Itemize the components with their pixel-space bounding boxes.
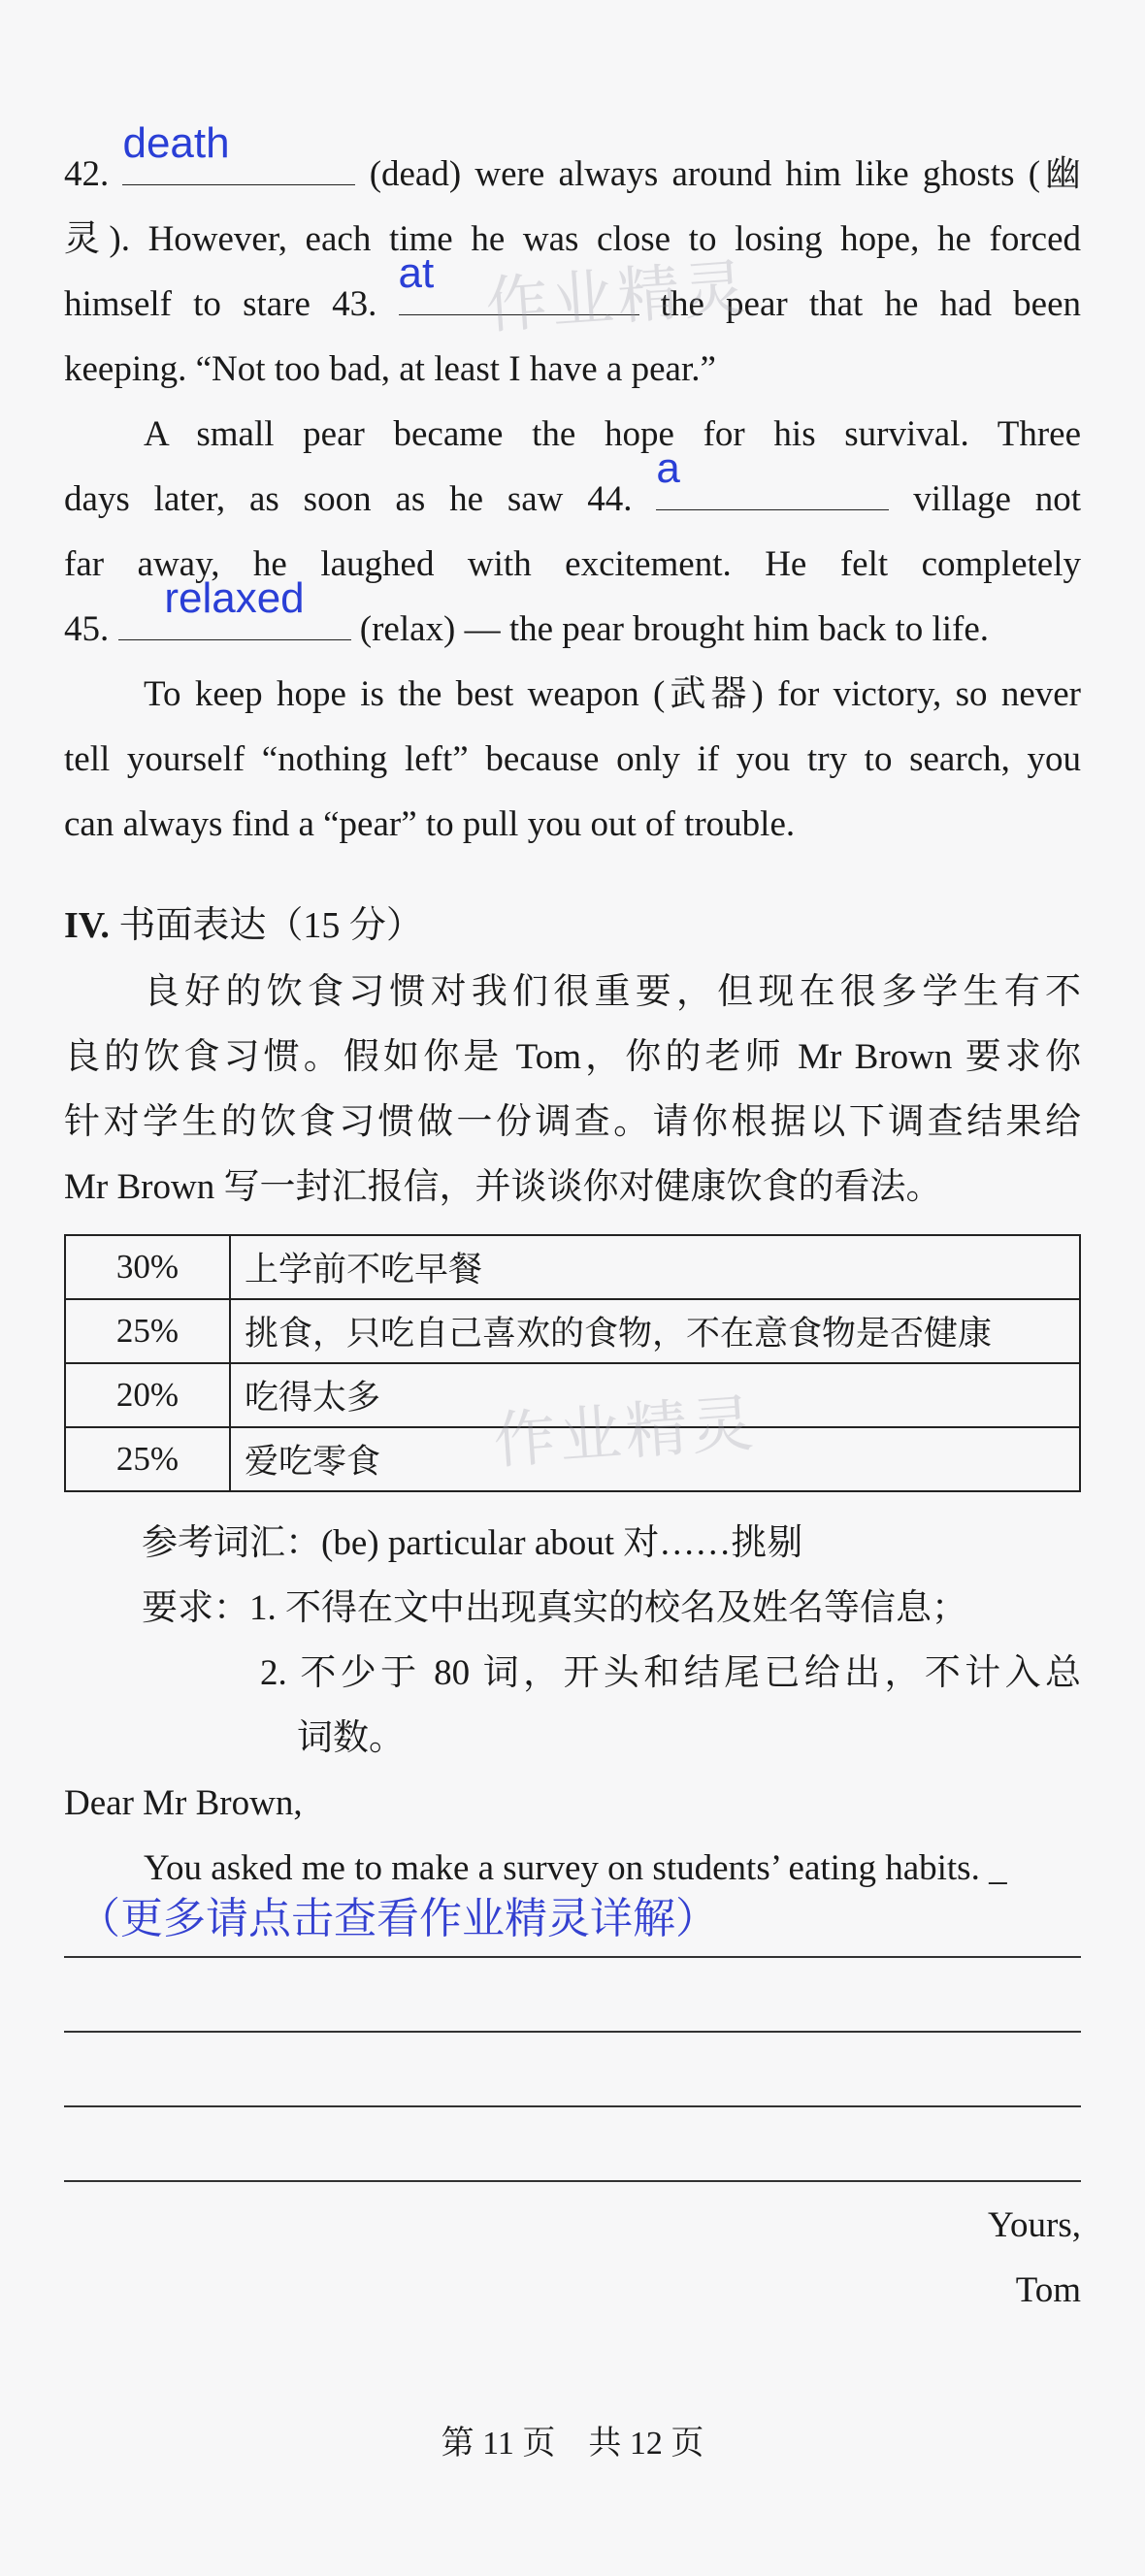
table-row: [65, 1235, 1080, 1299]
writing-line: [64, 2180, 1081, 2182]
table-row: [65, 1299, 1080, 1363]
handwritten-answer-42: death: [122, 119, 230, 167]
survey-habit: 挑食，只吃自己喜欢的食物，不在意食物是否健康: [230, 1299, 1080, 1363]
writing-line: [64, 2105, 1081, 2107]
survey-percent: 25%: [65, 1299, 230, 1363]
watermark-logo: 作业精灵: [491, 1387, 760, 1479]
letter-greeting: Dear Mr Brown,: [64, 1783, 303, 1823]
survey-habit: 爱吃零食: [230, 1427, 1080, 1491]
passage-line-10: tell yourself “nothing left” because only if you try to search, you: [64, 739, 1081, 779]
passage-line-1: 42. death (dead) were always around him like ghosts (幽: [64, 142, 1081, 207]
passage-line-2: 灵). However, each time he was close to losing hope, he forced: [64, 219, 1081, 259]
answer-blank-45: [118, 574, 351, 640]
section-title: 书面表达（15 分）: [109, 905, 423, 946]
handwritten-answer-45: relaxed: [164, 574, 305, 622]
answer-blank-44: [656, 444, 889, 510]
prompt-line-2: 良的饮食习惯。假如你是 Tom，你的老师 Mr Brown 要求你: [64, 1037, 1081, 1077]
passage-line-3: himself to stare 43. at the pear that he had been: [64, 272, 1081, 337]
survey-percent: 20%: [65, 1363, 230, 1427]
letter-signature: Tom: [1015, 2270, 1081, 2310]
passage-line-7: far away, he laughed with excitement. He felt completely: [64, 544, 1081, 584]
passage-line-9: To keep hope is the best weapon (武器) for victory, so never: [144, 674, 1081, 714]
survey-percent: 25%: [65, 1427, 230, 1491]
passage-line-6: days later, as soon as he saw 44. a village not: [64, 467, 1081, 532]
writing-line: [64, 1956, 1081, 1958]
more-details-link[interactable]: （更多请点击查看作业精灵详解）: [78, 1894, 718, 1943]
prompt-line-1: 良好的饮食习惯对我们很重要，但现在很多学生有不: [144, 972, 1081, 1012]
survey-percent: 30%: [65, 1235, 230, 1299]
prompt-line-3: 针对学生的饮食习惯做一份调查。请你根据以下调查结果给: [64, 1102, 1081, 1142]
letter-closing: Yours,: [988, 2205, 1081, 2245]
writing-line: [64, 2031, 1081, 2033]
watermark-logo: 作业精灵: [483, 252, 752, 343]
prompt-line-4: Mr Brown 写一封汇报信，并谈谈你对健康饮食的看法。: [64, 1167, 942, 1207]
passage-line-5: A small pear became the hope for his survival. Three: [144, 414, 1081, 454]
section-heading: [64, 897, 423, 955]
vocab-note: 参考词汇：(be) particular about 对……挑剔: [142, 1523, 803, 1563]
page-footer: 第 11 页 共 12 页: [441, 2426, 704, 2462]
passage-line-11: can always find a “pear” to pull you out of trouble.: [64, 804, 796, 844]
section-number: IV.: [64, 905, 110, 946]
survey-habit: 上学前不吃早餐: [230, 1235, 1080, 1299]
answer-blank-42: [122, 119, 355, 185]
passage-line-4: keeping. “Not too bad, at least I have a pear.”: [64, 349, 716, 389]
requirement-2-cont: 词数。: [297, 1718, 405, 1758]
survey-habit: 吃得太多: [230, 1363, 1080, 1427]
letter-opening: You asked me to make a survey on students’ eating habits. _: [144, 1848, 1007, 1888]
handwritten-answer-43: at: [398, 249, 435, 297]
requirement-2: 2. 不少于 80 词，开头和结尾已给出，不计入总: [260, 1653, 1081, 1693]
passage-line-8: 45. relaxed (relax) — the pear brought him back to life.: [64, 597, 1081, 662]
requirement-1: 要求：1. 不得在文中出现真实的校名及姓名等信息；: [142, 1588, 967, 1628]
handwritten-answer-44: a: [656, 444, 680, 492]
